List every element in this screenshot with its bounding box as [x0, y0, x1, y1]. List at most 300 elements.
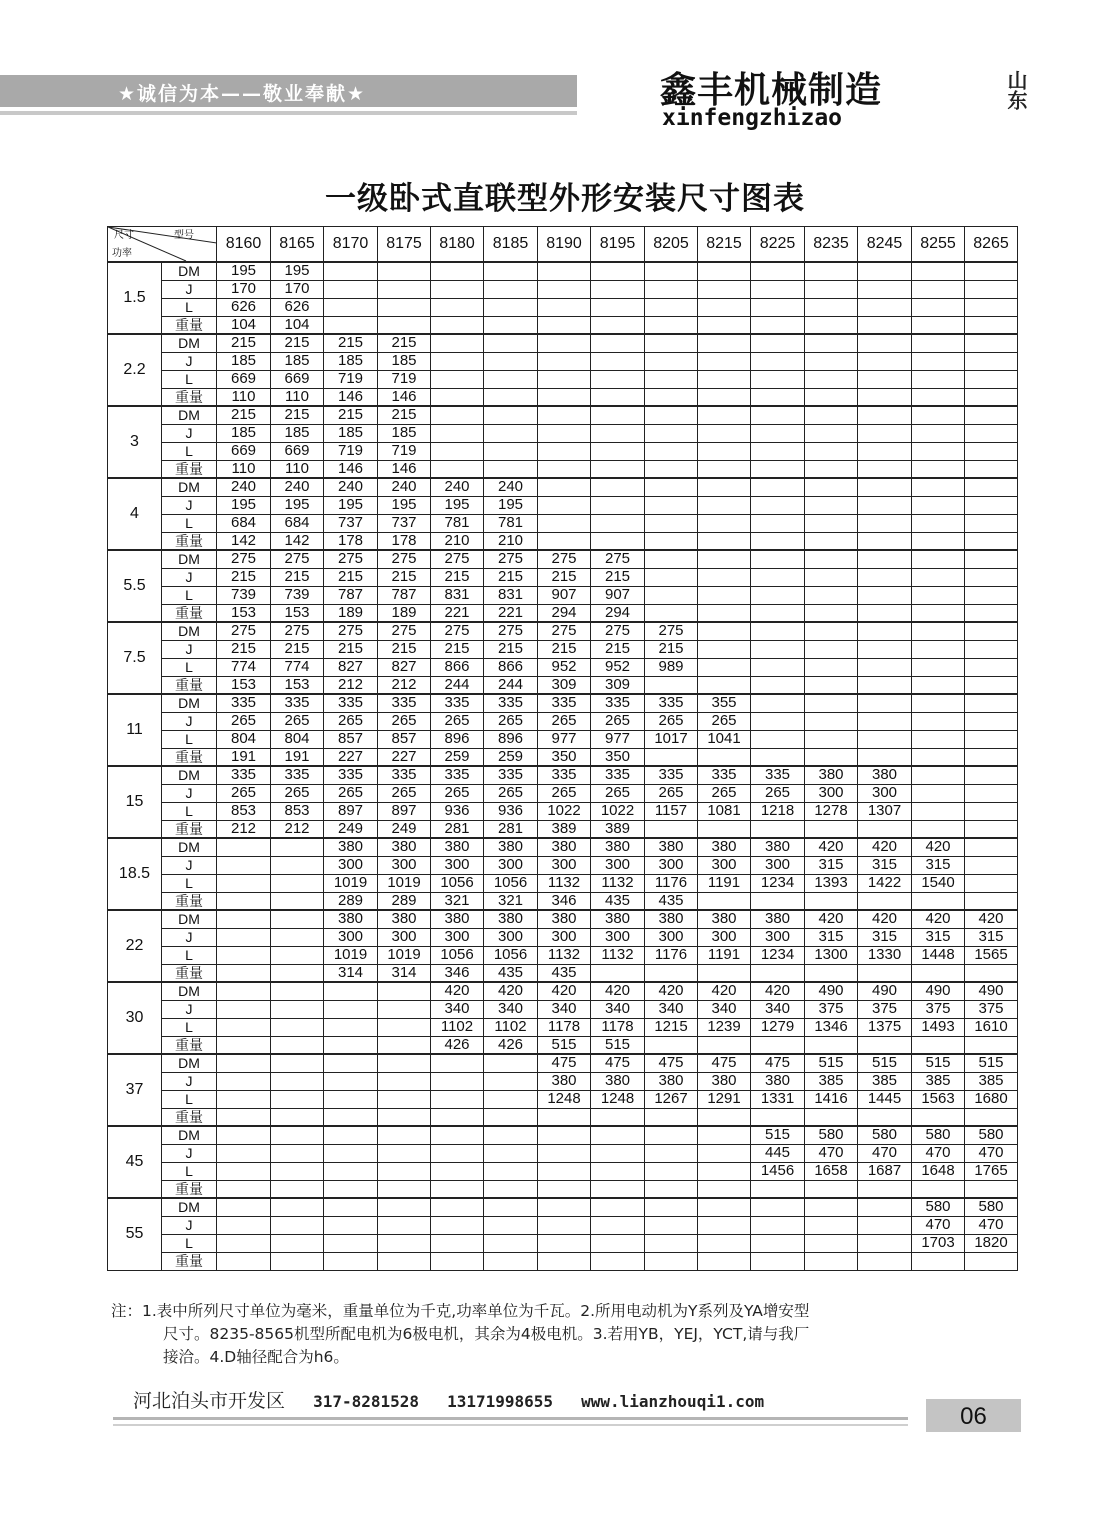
value-cell: 300	[324, 928, 378, 946]
value-cell: 380	[805, 766, 858, 784]
table-row	[108, 1018, 1018, 1036]
value-cell	[591, 532, 645, 550]
value-cell	[698, 442, 751, 460]
value-cell	[271, 1198, 324, 1216]
model-header-8265: 8265	[965, 227, 1018, 263]
value-cell: 215	[538, 568, 591, 586]
table-row	[108, 892, 1018, 910]
value-cell	[484, 1162, 538, 1180]
value-cell	[805, 604, 858, 622]
value-cell: 1278	[805, 802, 858, 820]
value-cell: 781	[431, 514, 484, 532]
value-cell: 335	[217, 694, 271, 712]
value-cell: 275	[271, 622, 324, 640]
value-cell	[378, 298, 431, 316]
value-cell	[751, 658, 805, 676]
value-cell	[965, 496, 1018, 514]
value-cell: 335	[538, 694, 591, 712]
value-cell: 300	[378, 928, 431, 946]
value-cell: 420	[538, 982, 591, 1000]
corner-label-model: 型号	[174, 230, 194, 241]
value-cell	[858, 532, 912, 550]
value-cell	[645, 496, 698, 514]
value-cell	[858, 892, 912, 910]
value-cell	[698, 514, 751, 532]
value-cell: 669	[217, 442, 271, 460]
value-cell	[645, 1036, 698, 1054]
dimension-label-cell: DM	[162, 1198, 217, 1216]
value-cell	[324, 1180, 378, 1198]
value-cell	[965, 316, 1018, 334]
value-cell: 380	[751, 838, 805, 856]
value-cell	[858, 514, 912, 532]
table-row	[108, 280, 1018, 298]
table-row	[108, 316, 1018, 334]
value-cell	[538, 1180, 591, 1198]
power-cell: 11	[108, 694, 162, 766]
value-cell	[805, 1252, 858, 1270]
value-cell	[751, 496, 805, 514]
value-cell: 335	[591, 766, 645, 784]
value-cell: 315	[965, 928, 1018, 946]
value-cell: 340	[645, 1000, 698, 1018]
value-cell	[431, 280, 484, 298]
table-row	[108, 856, 1018, 874]
value-cell: 185	[217, 424, 271, 442]
model-header-8190: 8190	[538, 227, 591, 263]
value-cell	[645, 1108, 698, 1126]
value-cell: 281	[431, 820, 484, 838]
value-cell: 1279	[751, 1018, 805, 1036]
value-cell	[538, 352, 591, 370]
value-cell	[538, 298, 591, 316]
value-cell: 185	[324, 352, 378, 370]
value-cell	[645, 460, 698, 478]
value-cell: 1176	[645, 874, 698, 892]
value-cell	[324, 1090, 378, 1108]
dimension-label-cell: J	[162, 784, 217, 802]
value-cell	[431, 1252, 484, 1270]
value-cell	[271, 946, 324, 964]
value-cell	[431, 1198, 484, 1216]
value-cell	[858, 442, 912, 460]
value-cell: 804	[217, 730, 271, 748]
value-cell: 335	[645, 694, 698, 712]
value-cell	[217, 1162, 271, 1180]
value-cell	[805, 388, 858, 406]
value-cell: 936	[484, 802, 538, 820]
value-cell	[217, 838, 271, 856]
value-cell: 1215	[645, 1018, 698, 1036]
table-row	[108, 712, 1018, 730]
value-cell: 300	[538, 856, 591, 874]
value-cell: 475	[698, 1054, 751, 1072]
value-cell: 787	[378, 586, 431, 604]
dimension-label-cell: DM	[162, 334, 217, 352]
value-cell: 470	[965, 1216, 1018, 1234]
value-cell	[217, 1252, 271, 1270]
value-cell	[484, 1108, 538, 1126]
dimension-label-cell: DM	[162, 838, 217, 856]
table-header-row	[108, 227, 1018, 263]
value-cell	[217, 1000, 271, 1018]
value-cell: 340	[484, 1000, 538, 1018]
dimension-label-cell: L	[162, 1090, 217, 1108]
value-cell	[751, 262, 805, 280]
dimension-label-cell: L	[162, 586, 217, 604]
value-cell	[805, 1180, 858, 1198]
value-cell: 340	[751, 1000, 805, 1018]
dimension-label-cell: J	[162, 1000, 217, 1018]
value-cell	[431, 406, 484, 424]
value-cell	[805, 568, 858, 586]
value-cell	[965, 1180, 1018, 1198]
value-cell	[484, 406, 538, 424]
note-line-1: 注：1.表中所列尺寸单位为毫米，重量单位为千克,功率单位为千瓦。2.所用电动机为Y系列及YA增安型	[111, 1302, 810, 1320]
value-cell	[912, 622, 965, 640]
value-cell: 380	[591, 838, 645, 856]
value-cell: 989	[645, 658, 698, 676]
model-header-8195: 8195	[591, 227, 645, 263]
value-cell	[431, 1090, 484, 1108]
value-cell: 300	[591, 856, 645, 874]
value-cell: 1416	[805, 1090, 858, 1108]
value-cell: 215	[378, 640, 431, 658]
value-cell: 977	[591, 730, 645, 748]
value-cell: 1017	[645, 730, 698, 748]
value-cell	[912, 1036, 965, 1054]
value-cell	[698, 1234, 751, 1252]
value-cell: 1234	[751, 946, 805, 964]
value-cell: 300	[751, 928, 805, 946]
value-cell: 626	[217, 298, 271, 316]
value-cell	[484, 352, 538, 370]
value-cell	[805, 1234, 858, 1252]
dimension-label-cell: L	[162, 1162, 217, 1180]
value-cell: 321	[484, 892, 538, 910]
dimension-label-cell: 重量	[162, 1252, 217, 1270]
value-cell	[591, 352, 645, 370]
value-cell: 470	[912, 1216, 965, 1234]
value-cell: 346	[431, 964, 484, 982]
value-cell: 309	[538, 676, 591, 694]
value-cell: 153	[217, 676, 271, 694]
value-cell: 275	[484, 550, 538, 568]
value-cell	[698, 676, 751, 694]
value-cell: 215	[378, 334, 431, 352]
corner-label-size: 尺寸	[114, 230, 134, 241]
value-cell: 1291	[698, 1090, 751, 1108]
value-cell	[965, 514, 1018, 532]
value-cell: 244	[484, 676, 538, 694]
value-cell	[591, 298, 645, 316]
value-cell	[378, 1126, 431, 1144]
value-cell	[538, 1144, 591, 1162]
value-cell: 490	[912, 982, 965, 1000]
value-cell	[591, 1162, 645, 1180]
value-cell: 300	[378, 856, 431, 874]
value-cell	[698, 388, 751, 406]
value-cell	[698, 1144, 751, 1162]
value-cell	[858, 334, 912, 352]
dimension-label-cell: J	[162, 496, 217, 514]
value-cell	[484, 1252, 538, 1270]
value-cell: 265	[698, 712, 751, 730]
value-cell: 350	[591, 748, 645, 766]
value-cell	[645, 964, 698, 982]
value-cell	[484, 1144, 538, 1162]
value-cell	[965, 298, 1018, 316]
table-row	[108, 334, 1018, 352]
value-cell	[538, 532, 591, 550]
value-cell: 896	[484, 730, 538, 748]
value-cell: 215	[324, 568, 378, 586]
value-cell	[965, 352, 1018, 370]
value-cell: 389	[591, 820, 645, 838]
value-cell: 314	[324, 964, 378, 982]
value-cell	[484, 262, 538, 280]
value-cell: 153	[217, 604, 271, 622]
dimension-label-cell: DM	[162, 982, 217, 1000]
value-cell	[645, 1144, 698, 1162]
value-cell: 275	[538, 550, 591, 568]
value-cell	[431, 1144, 484, 1162]
dimension-label-cell: DM	[162, 262, 217, 280]
value-cell	[965, 712, 1018, 730]
value-cell	[858, 352, 912, 370]
value-cell	[912, 478, 965, 496]
value-cell: 265	[324, 712, 378, 730]
value-cell: 1176	[645, 946, 698, 964]
value-cell	[965, 676, 1018, 694]
table-row	[108, 370, 1018, 388]
value-cell	[805, 514, 858, 532]
value-cell: 215	[271, 406, 324, 424]
value-cell: 275	[591, 622, 645, 640]
value-cell	[591, 316, 645, 334]
value-cell	[324, 982, 378, 1000]
value-cell	[805, 1198, 858, 1216]
value-cell	[271, 1018, 324, 1036]
table-row	[108, 262, 1018, 280]
table-row	[108, 532, 1018, 550]
value-cell	[271, 856, 324, 874]
corner-label-power: 功率	[112, 248, 132, 259]
value-cell: 952	[538, 658, 591, 676]
value-cell: 470	[805, 1144, 858, 1162]
value-cell: 1658	[805, 1162, 858, 1180]
value-cell: 289	[324, 892, 378, 910]
value-cell: 426	[484, 1036, 538, 1054]
value-cell: 420	[805, 910, 858, 928]
model-header-8175: 8175	[378, 227, 431, 263]
value-cell: 719	[324, 370, 378, 388]
value-cell: 265	[538, 712, 591, 730]
value-cell: 294	[591, 604, 645, 622]
value-cell: 215	[431, 640, 484, 658]
dimension-label-cell: J	[162, 352, 217, 370]
value-cell: 335	[217, 766, 271, 784]
value-cell	[858, 406, 912, 424]
value-cell: 515	[805, 1054, 858, 1072]
value-cell	[431, 1180, 484, 1198]
value-cell	[484, 388, 538, 406]
value-cell: 265	[645, 712, 698, 730]
value-cell	[965, 442, 1018, 460]
value-cell: 227	[378, 748, 431, 766]
value-cell: 185	[378, 424, 431, 442]
value-cell: 215	[324, 640, 378, 658]
dimension-label-cell: 重量	[162, 532, 217, 550]
value-cell	[698, 1180, 751, 1198]
value-cell	[271, 1144, 324, 1162]
value-cell: 580	[912, 1126, 965, 1144]
value-cell: 240	[271, 478, 324, 496]
power-cell: 4	[108, 478, 162, 550]
value-cell	[965, 370, 1018, 388]
value-cell	[378, 1072, 431, 1090]
value-cell	[965, 730, 1018, 748]
value-cell	[805, 262, 858, 280]
value-cell	[965, 568, 1018, 586]
value-cell	[645, 442, 698, 460]
value-cell: 340	[431, 1000, 484, 1018]
value-cell	[538, 262, 591, 280]
dimension-label-cell: 重量	[162, 820, 217, 838]
value-cell	[324, 280, 378, 298]
value-cell: 375	[965, 1000, 1018, 1018]
value-cell	[805, 964, 858, 982]
value-cell: 420	[431, 982, 484, 1000]
value-cell: 420	[858, 838, 912, 856]
value-cell	[751, 442, 805, 460]
table-row	[108, 928, 1018, 946]
dimension-label-cell: DM	[162, 1126, 217, 1144]
value-cell: 289	[378, 892, 431, 910]
table-row	[108, 550, 1018, 568]
value-cell	[912, 604, 965, 622]
value-cell	[965, 640, 1018, 658]
dimension-label-cell: 重量	[162, 1180, 217, 1198]
value-cell: 907	[591, 586, 645, 604]
value-cell: 470	[912, 1144, 965, 1162]
value-cell: 827	[324, 658, 378, 676]
value-cell	[645, 1126, 698, 1144]
table-row	[108, 1036, 1018, 1054]
value-cell: 335	[538, 766, 591, 784]
value-cell	[965, 658, 1018, 676]
dimension-label-cell: DM	[162, 1054, 217, 1072]
value-cell: 380	[378, 838, 431, 856]
value-cell	[858, 298, 912, 316]
value-cell	[912, 316, 965, 334]
value-cell	[858, 964, 912, 982]
value-cell: 669	[217, 370, 271, 388]
dimension-label-cell: 重量	[162, 748, 217, 766]
value-cell: 300	[431, 928, 484, 946]
value-cell: 831	[431, 586, 484, 604]
value-cell	[645, 334, 698, 352]
value-cell	[912, 568, 965, 586]
value-cell	[698, 262, 751, 280]
value-cell: 265	[378, 784, 431, 802]
value-cell	[912, 370, 965, 388]
table-row	[108, 964, 1018, 982]
value-cell: 866	[431, 658, 484, 676]
value-cell: 380	[751, 910, 805, 928]
table-row	[108, 622, 1018, 640]
brand-name-chinese: 鑫丰机械制造	[660, 70, 883, 111]
value-cell: 249	[324, 820, 378, 838]
value-cell: 375	[858, 1000, 912, 1018]
value-cell: 1102	[431, 1018, 484, 1036]
value-cell: 300	[698, 856, 751, 874]
value-cell	[698, 478, 751, 496]
table-row	[108, 766, 1018, 784]
value-cell	[912, 280, 965, 298]
value-cell	[217, 1072, 271, 1090]
value-cell	[805, 550, 858, 568]
value-cell: 195	[217, 262, 271, 280]
table-row	[108, 478, 1018, 496]
value-cell	[751, 460, 805, 478]
value-cell: 215	[378, 406, 431, 424]
value-cell	[645, 604, 698, 622]
value-cell: 380	[538, 838, 591, 856]
value-cell: 195	[271, 262, 324, 280]
table-row	[108, 352, 1018, 370]
value-cell: 275	[271, 550, 324, 568]
value-cell: 1331	[751, 1090, 805, 1108]
dimension-label-cell: J	[162, 856, 217, 874]
value-cell	[912, 496, 965, 514]
value-cell	[858, 676, 912, 694]
value-cell	[484, 1216, 538, 1234]
value-cell: 300	[698, 928, 751, 946]
value-cell	[965, 262, 1018, 280]
value-cell	[751, 424, 805, 442]
value-cell	[698, 406, 751, 424]
value-cell: 265	[484, 784, 538, 802]
value-cell: 580	[965, 1126, 1018, 1144]
value-cell: 240	[324, 478, 378, 496]
value-cell	[805, 478, 858, 496]
value-cell: 104	[217, 316, 271, 334]
value-cell	[698, 1036, 751, 1054]
value-cell: 300	[431, 856, 484, 874]
value-cell: 380	[591, 910, 645, 928]
value-cell	[645, 352, 698, 370]
value-cell	[965, 532, 1018, 550]
value-cell	[751, 478, 805, 496]
value-cell	[965, 874, 1018, 892]
value-cell: 335	[271, 694, 324, 712]
dimension-label-cell: J	[162, 280, 217, 298]
value-cell	[217, 1036, 271, 1054]
value-cell: 265	[591, 784, 645, 802]
value-cell: 1267	[645, 1090, 698, 1108]
value-cell: 1703	[912, 1234, 965, 1252]
value-cell	[858, 568, 912, 586]
value-cell: 385	[965, 1072, 1018, 1090]
value-cell: 215	[431, 568, 484, 586]
value-cell	[484, 1234, 538, 1252]
value-cell: 195	[431, 496, 484, 514]
value-cell: 1041	[698, 730, 751, 748]
table-row	[108, 1126, 1018, 1144]
value-cell: 977	[538, 730, 591, 748]
value-cell: 580	[912, 1198, 965, 1216]
